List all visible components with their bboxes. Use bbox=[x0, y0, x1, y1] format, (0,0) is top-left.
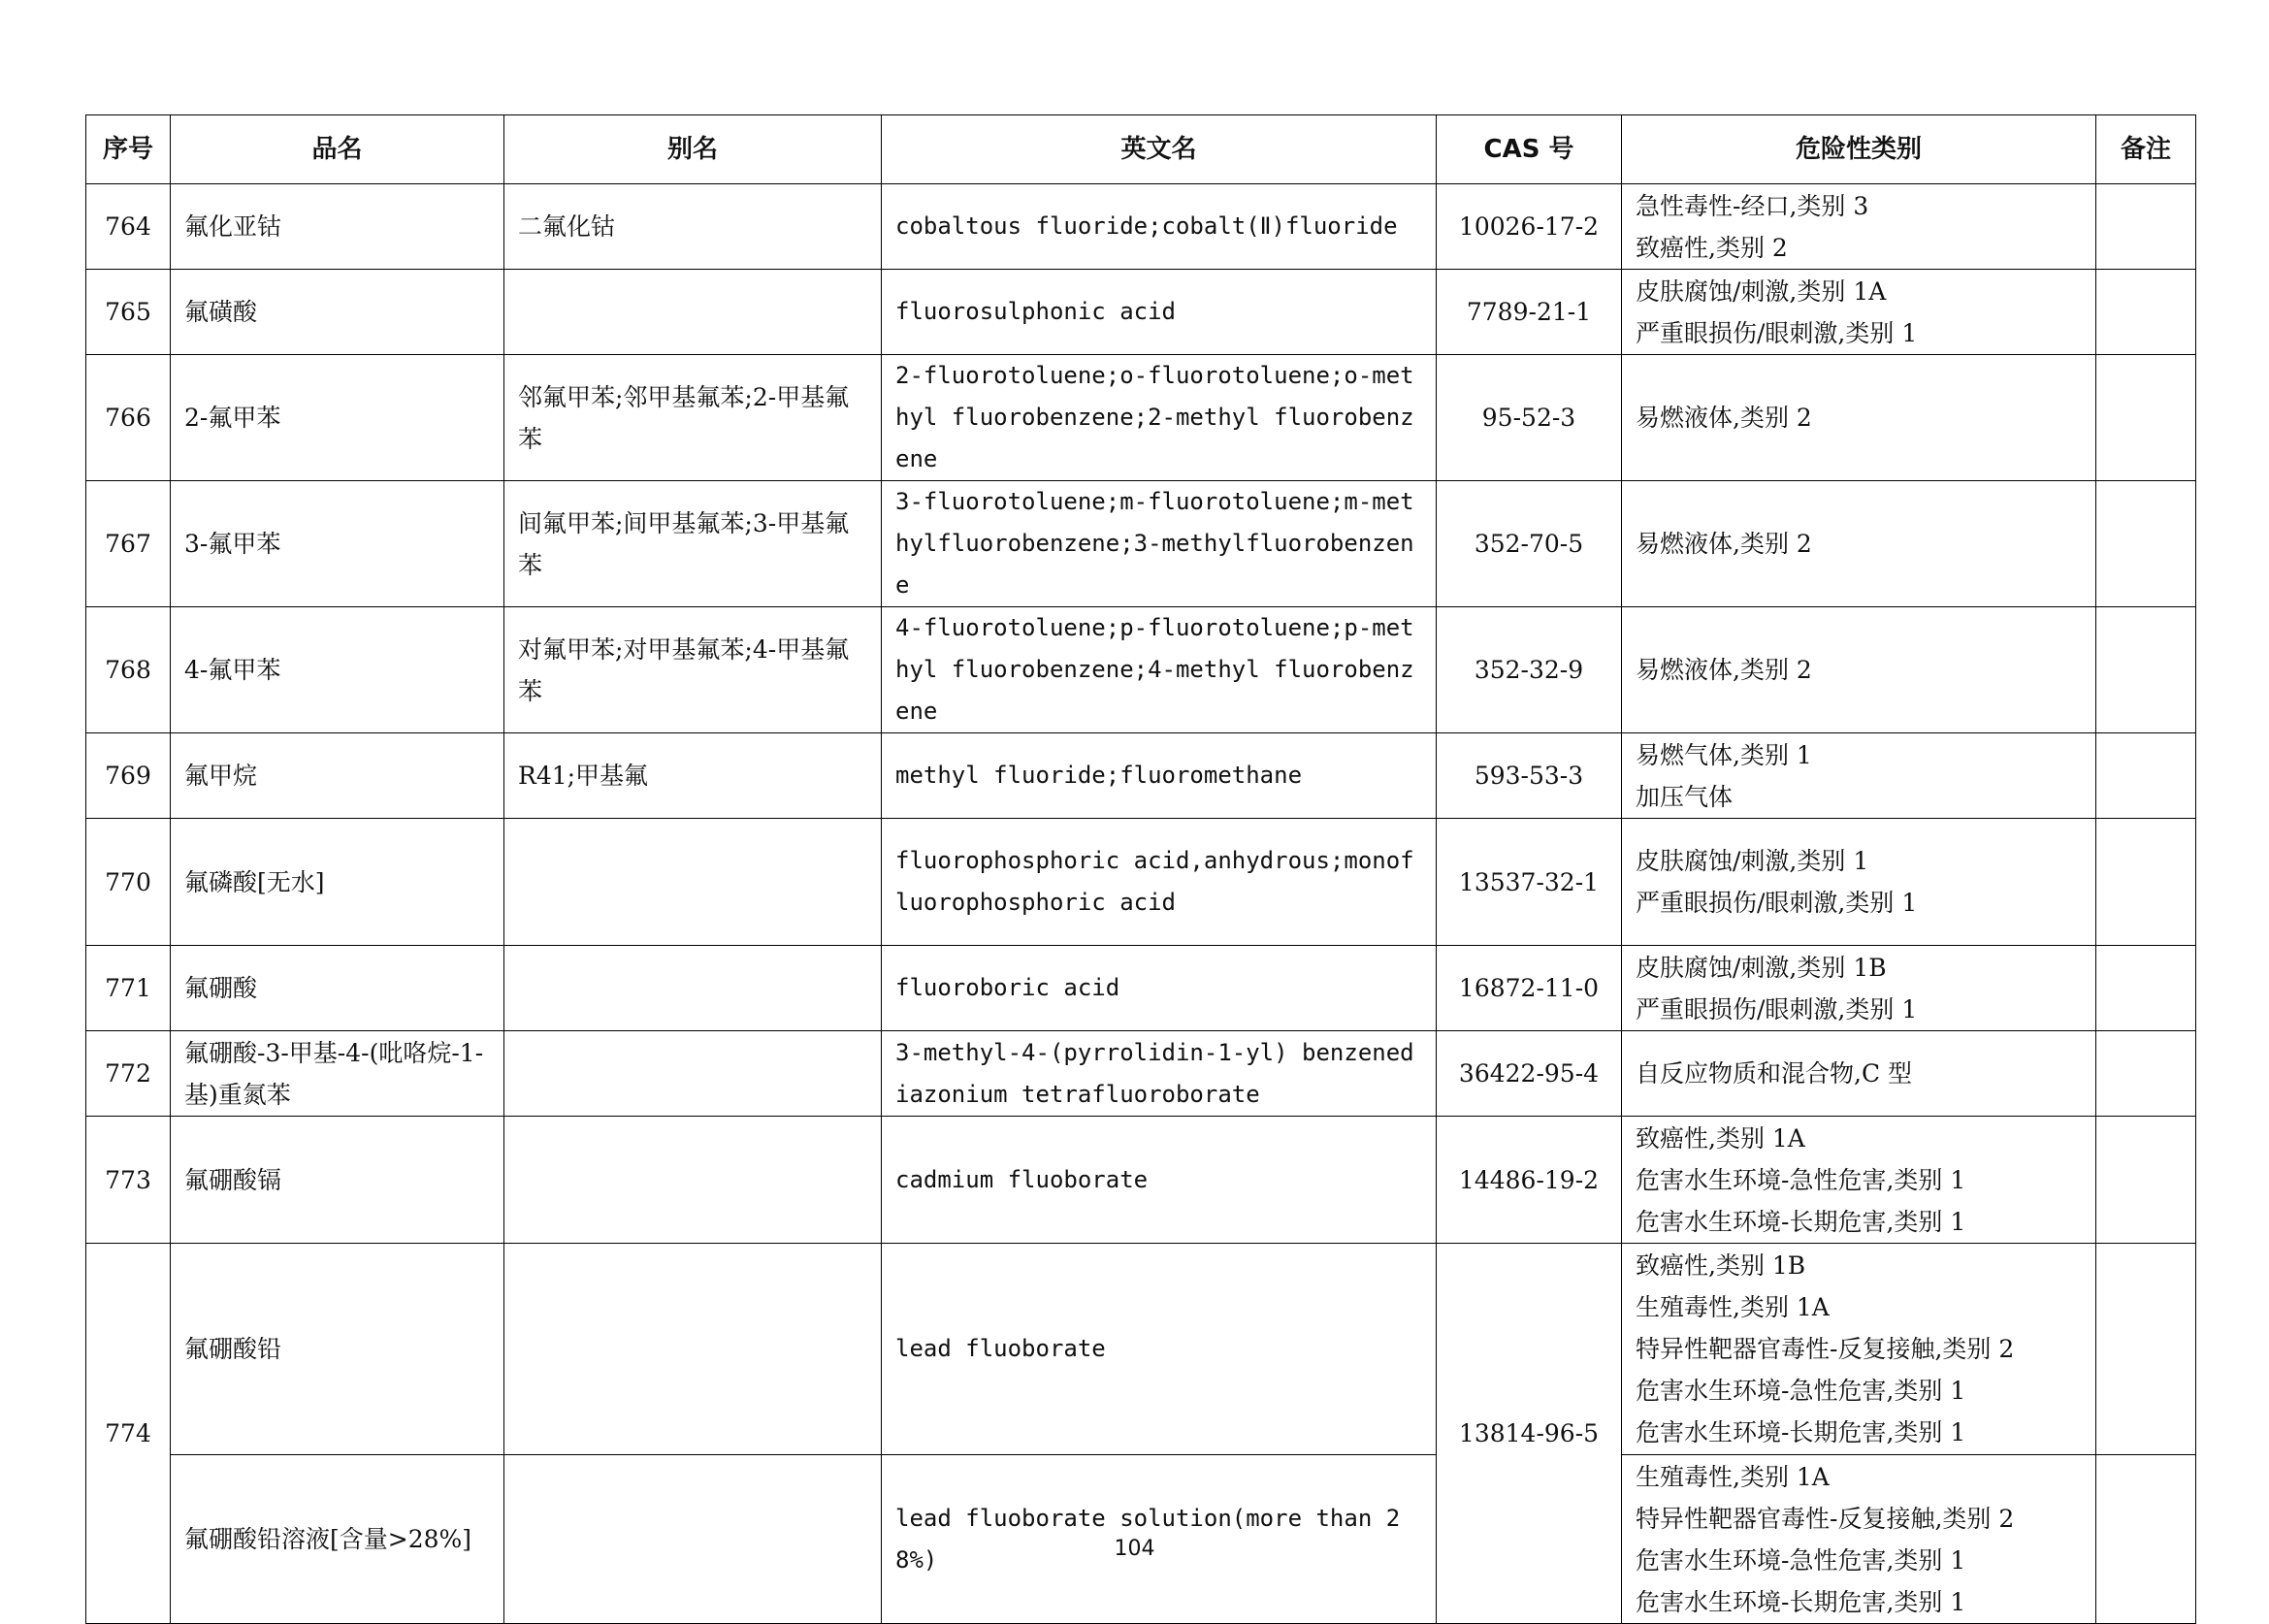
header-row bbox=[86, 115, 2196, 184]
row-english-name: cadmium fluoborate bbox=[882, 1117, 1437, 1244]
row-english-name: 3-fluorotoluene;m-fluorotoluene;m-methylfluorobenzene;3-methylfluorobenzene bbox=[882, 481, 1437, 607]
row-name: 氟化亚钴 bbox=[171, 184, 504, 270]
header-number: 序号 bbox=[86, 115, 171, 184]
row-hazard-class bbox=[1622, 1117, 2096, 1244]
row-name: 4-氟甲苯 bbox=[171, 607, 504, 733]
row-number: 769 bbox=[86, 733, 171, 819]
hazard-line: 特异性靶器官毒性-反复接触,类别 2 bbox=[1636, 1504, 2015, 1533]
row-remark bbox=[2096, 184, 2196, 270]
hazard-line: 严重眼损伤/眼刺激,类别 1 bbox=[1636, 889, 1918, 917]
row-alias: 二氟化钴 bbox=[504, 184, 882, 270]
hazard-line: 严重眼损伤/眼刺激,类别 1 bbox=[1636, 318, 1918, 347]
row-hazard-class bbox=[1622, 184, 2096, 270]
row-remark bbox=[2096, 733, 2196, 819]
row-cas-number: 10026-17-2 bbox=[1437, 184, 1622, 270]
row-cas-number: 13537-32-1 bbox=[1437, 819, 1622, 946]
table-row bbox=[86, 733, 2196, 819]
header-remark: 备注 bbox=[2096, 115, 2196, 184]
row-alias bbox=[504, 1031, 882, 1117]
hazard-line: 危害水生环境-急性危害,类别 1 bbox=[1636, 1165, 1966, 1194]
hazard-line: 皮肤腐蚀/刺激,类别 1A bbox=[1636, 276, 1887, 306]
row-number: 766 bbox=[86, 355, 171, 481]
page-number: 104 bbox=[1114, 1537, 1155, 1561]
row-name: 氟硼酸镉 bbox=[171, 1117, 504, 1244]
row-cas-number: 16872-11-0 bbox=[1437, 946, 1622, 1031]
header-alias: 别名 bbox=[504, 115, 882, 184]
row-remark bbox=[2096, 270, 2196, 355]
row-alias: R41;甲基氟 bbox=[504, 733, 882, 819]
table-row bbox=[86, 184, 2196, 270]
table-row bbox=[86, 1031, 2196, 1117]
hazard-line: 自反应物质和混合物,C 型 bbox=[1636, 1059, 1913, 1088]
row-number: 768 bbox=[86, 607, 171, 733]
hazard-line: 严重眼损伤/眼刺激,类别 1 bbox=[1636, 994, 1918, 1023]
table-row bbox=[86, 1117, 2196, 1244]
row-alias: 邻氟甲苯;邻甲基氟苯;2-甲基氟苯 bbox=[504, 355, 882, 481]
hazard-line: 致癌性,类别 2 bbox=[1636, 233, 1788, 262]
row-remark bbox=[2096, 1117, 2196, 1244]
row-english-name: 4-fluorotoluene;p-fluorotoluene;p-methyl fluorobenzene;4-methyl fluorobenzene bbox=[882, 607, 1437, 733]
hazard-line: 危害水生环境-长期危害,类别 1 bbox=[1636, 1207, 1966, 1236]
row-name: 氟硼酸铅溶液[含量>28%] bbox=[171, 1455, 504, 1624]
chemical-catalog-page bbox=[85, 114, 2195, 1624]
row-alias: 对氟甲苯;对甲基氟苯;4-甲基氟苯 bbox=[504, 607, 882, 733]
row-number: 765 bbox=[86, 270, 171, 355]
table-row bbox=[86, 819, 2196, 946]
row-english-name: cobaltous fluoride;cobalt(Ⅱ)fluoride bbox=[882, 184, 1437, 270]
hazard-line: 危害水生环境-急性危害,类别 1 bbox=[1636, 1377, 1966, 1405]
row-hazard-class bbox=[1622, 1031, 2096, 1117]
hazard-line: 易燃液体,类别 2 bbox=[1636, 404, 1812, 432]
row-alias: 间氟甲苯;间甲基氟苯;3-甲基氟苯 bbox=[504, 481, 882, 607]
row-hazard-class bbox=[1622, 270, 2096, 355]
row-cas-number: 13814-96-5 bbox=[1437, 1244, 1622, 1624]
hazard-line: 易燃气体,类别 1 bbox=[1636, 740, 1812, 769]
row-number: 771 bbox=[86, 946, 171, 1031]
hazard-line: 危害水生环境-急性危害,类别 1 bbox=[1636, 1545, 1966, 1575]
row-name: 氟硼酸-3-甲基-4-(吡咯烷-1-基)重氮苯 bbox=[171, 1031, 504, 1117]
table-row bbox=[86, 355, 2196, 481]
row-remark bbox=[2096, 607, 2196, 733]
hazard-line: 易燃液体,类别 2 bbox=[1636, 530, 1812, 558]
row-name: 氟硼酸 bbox=[171, 946, 504, 1031]
row-alias bbox=[504, 1117, 882, 1244]
row-english-name: lead fluoborate solution(more than 28%) bbox=[882, 1455, 1437, 1624]
row-number: 767 bbox=[86, 481, 171, 607]
hazard-line: 危害水生环境-长期危害,类别 1 bbox=[1636, 1587, 1966, 1616]
row-hazard-class bbox=[1622, 481, 2096, 607]
row-number: 764 bbox=[86, 184, 171, 270]
row-remark bbox=[2096, 355, 2196, 481]
row-hazard-class bbox=[1622, 607, 2096, 733]
row-name: 氟磺酸 bbox=[171, 270, 504, 355]
row-english-name: fluoroboric acid bbox=[882, 946, 1437, 1031]
header-english-name: 英文名 bbox=[882, 115, 1437, 184]
row-hazard-class bbox=[1622, 1244, 2096, 1455]
table-body bbox=[86, 184, 2196, 1624]
row-cas-number: 36422-95-4 bbox=[1437, 1031, 1622, 1117]
row-remark bbox=[2096, 946, 2196, 1031]
header-hazard-class: 危险性类别 bbox=[1622, 115, 2096, 184]
hazard-line: 致癌性,类别 1A bbox=[1636, 1123, 1805, 1153]
row-name: 3-氟甲苯 bbox=[171, 481, 504, 607]
hazard-line: 易燃液体,类别 2 bbox=[1636, 656, 1812, 684]
row-english-name: fluorophosphoric acid,anhydrous;monofluorophosphoric acid bbox=[882, 819, 1437, 946]
hazard-line: 急性毒性-经口,类别 3 bbox=[1636, 191, 1869, 220]
row-cas-number: 352-32-9 bbox=[1437, 607, 1622, 733]
row-english-name: methyl fluoride;fluoromethane bbox=[882, 733, 1437, 819]
row-alias bbox=[504, 946, 882, 1031]
row-hazard-class bbox=[1622, 946, 2096, 1031]
row-number: 773 bbox=[86, 1117, 171, 1244]
row-remark bbox=[2096, 481, 2196, 607]
row-hazard-class bbox=[1622, 733, 2096, 819]
hazard-line: 皮肤腐蚀/刺激,类别 1B bbox=[1636, 953, 1887, 982]
row-number: 770 bbox=[86, 819, 171, 946]
row-remark bbox=[2096, 1031, 2196, 1117]
row-number: 774 bbox=[86, 1244, 171, 1624]
row-hazard-class bbox=[1622, 355, 2096, 481]
table-row bbox=[86, 481, 2196, 607]
table-row bbox=[86, 607, 2196, 733]
row-name: 氟磷酸[无水] bbox=[171, 819, 504, 946]
row-cas-number: 14486-19-2 bbox=[1437, 1117, 1622, 1244]
row-remark bbox=[2096, 1244, 2196, 1455]
row-alias bbox=[504, 819, 882, 946]
row-name: 氟甲烷 bbox=[171, 733, 504, 819]
table-row bbox=[86, 946, 2196, 1031]
row-english-name: lead fluoborate bbox=[882, 1244, 1437, 1455]
table-row bbox=[86, 1244, 2196, 1455]
row-cas-number: 593-53-3 bbox=[1437, 733, 1622, 819]
row-number: 772 bbox=[86, 1031, 171, 1117]
row-name: 氟硼酸铅 bbox=[171, 1244, 504, 1455]
row-english-name: 2-fluorotoluene;o-fluorotoluene;o-methyl fluorobenzene;2-methyl fluorobenzene bbox=[882, 355, 1437, 481]
hazard-line: 皮肤腐蚀/刺激,类别 1 bbox=[1636, 847, 1869, 875]
row-cas-number: 7789-21-1 bbox=[1437, 270, 1622, 355]
row-english-name: fluorosulphonic acid bbox=[882, 270, 1437, 355]
row-remark bbox=[2096, 819, 2196, 946]
row-hazard-class bbox=[1622, 819, 2096, 946]
row-name: 2-氟甲苯 bbox=[171, 355, 504, 481]
row-cas-number: 95-52-3 bbox=[1437, 355, 1622, 481]
row-alias bbox=[504, 1244, 882, 1455]
hazard-line: 生殖毒性,类别 1A bbox=[1636, 1462, 1830, 1491]
hazard-line: 危害水生环境-长期危害,类别 1 bbox=[1636, 1418, 1966, 1446]
row-cas-number: 352-70-5 bbox=[1437, 481, 1622, 607]
header-name: 品名 bbox=[171, 115, 504, 184]
hazard-line: 加压气体 bbox=[1636, 782, 1734, 811]
table-row bbox=[86, 270, 2196, 355]
row-english-name: 3-methyl-4-(pyrrolidin-1-yl) benzenediazonium tetrafluoroborate bbox=[882, 1031, 1437, 1117]
hazard-line: 特异性靶器官毒性-反复接触,类别 2 bbox=[1636, 1335, 2015, 1363]
header-cas: CAS 号 bbox=[1437, 115, 1622, 184]
row-alias bbox=[504, 270, 882, 355]
hazard-line: 生殖毒性,类别 1A bbox=[1636, 1293, 1830, 1321]
hazard-line: 致癌性,类别 1B bbox=[1636, 1251, 1806, 1280]
hazardous-chemicals-table bbox=[85, 114, 2196, 1624]
